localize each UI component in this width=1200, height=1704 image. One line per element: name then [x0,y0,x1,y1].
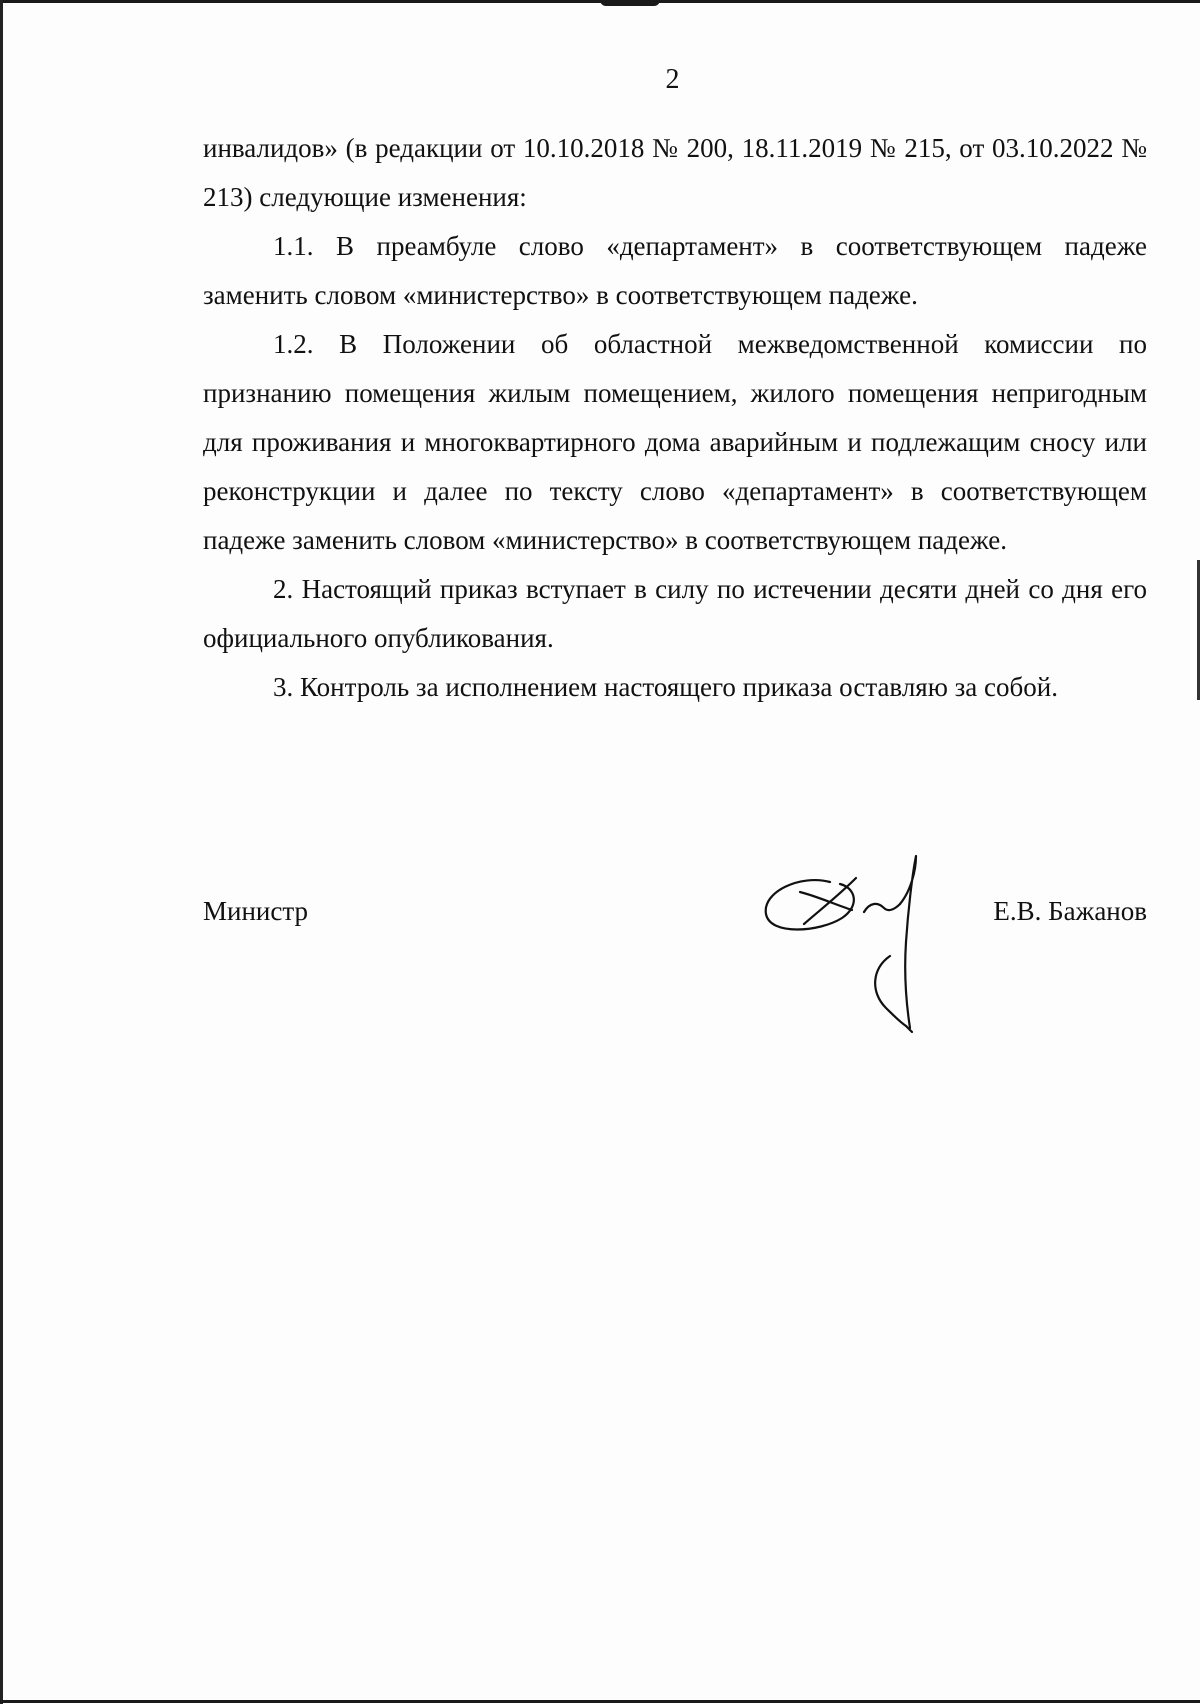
paragraph-2: 2. Настоящий приказ вступает в силу по истечении десяти дней со дня его официального опубликования. [203,574,1147,653]
scan-border-bottom [0,1700,1200,1703]
scan-artifact-top [600,0,660,6]
signatory-title: Министр [203,896,308,926]
paragraph-1-2: 1.2. В Положении об областной межведомственной комиссии по признанию помещения жилым помещением, жилого помещения непригодным для проживания и многоквартирного дома аварийным и подлежащим сносу или реконструкции и далее по тексту слово «департамент» в соответствующем падеже заменить словом «министерство» в соответствующем падеже. [203,329,1147,555]
paragraph-intro: инвалидов» (в редакции от 10.10.2018 № 200, 18.11.2019 № 215, от 03.10.2022 № 213) следующие изменения: [203,133,1147,212]
handwritten-signature [760,852,950,1042]
page-number: 2 [665,64,680,95]
scan-border-left [0,0,3,1704]
signature-block [203,896,1147,936]
paragraph-3: 3. Контроль за исполнением настоящего приказа оставляю за собой. [273,672,1058,702]
paragraph-1-1: 1.1. В преамбуле слово «департамент» в соответствующем падеже заменить словом «министерство» в соответствующем падеже. [203,231,1147,310]
signatory-name: Е.В. Бажанов [993,896,1147,926]
document-body [203,124,1147,712]
